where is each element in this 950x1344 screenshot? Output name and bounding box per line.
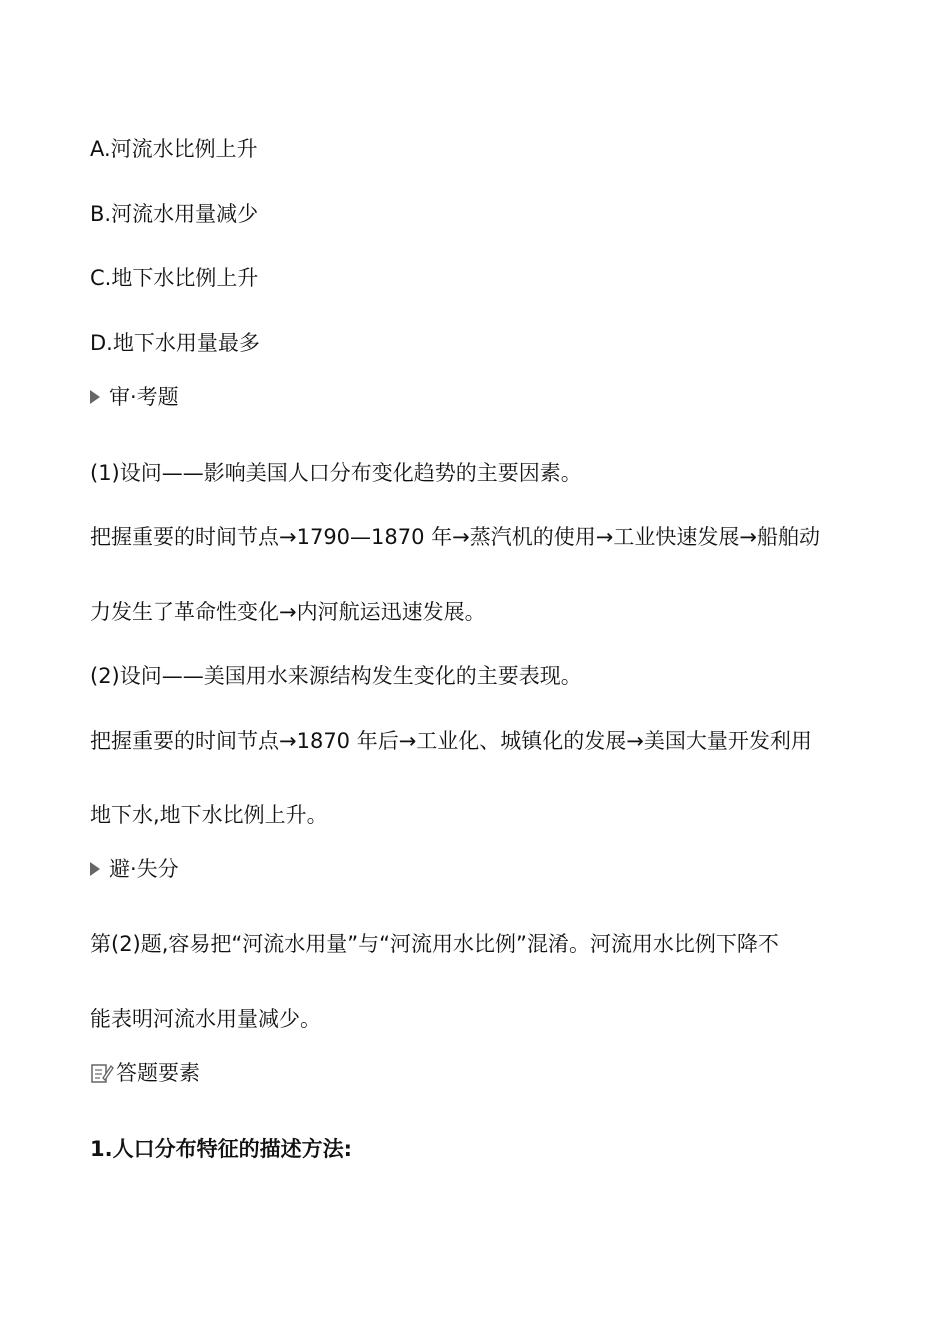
answer-elements-heading — [90, 1059, 200, 1087]
question-1-analysis-line-1: 把握重要的时间节点→1790—1870 年→蒸汽机的使用→工业快速发展→船舶动 — [90, 525, 820, 549]
option-d: D.地下水用量最多 — [90, 331, 260, 355]
avoid-heading-text: 避·失分 — [109, 857, 179, 881]
question-2-prompt: (2)设问——美国用水来源结构发生变化的主要表现。 — [90, 664, 582, 688]
avoid-section-heading — [90, 855, 179, 883]
avoid-note-line-2: 能表明河流水用量减少。 — [90, 1007, 321, 1031]
option-b: B.河流水用量减少 — [90, 202, 259, 226]
question-1-analysis-line-2: 力发生了革命性变化→内河航运迅速发展。 — [90, 600, 486, 624]
triangle-bullet-icon — [90, 390, 100, 404]
answer-element-item-1: 1.人口分布特征的描述方法: — [90, 1137, 352, 1161]
triangle-bullet-icon — [90, 862, 100, 876]
review-heading-text: 审·考题 — [109, 385, 179, 409]
option-a: A.河流水比例上升 — [90, 137, 258, 161]
avoid-note-line-1: 第(2)题,容易把“河流水用量”与“河流用水比例”混淆。河流用水比例下降不 — [90, 932, 779, 956]
notepad-pen-icon — [90, 1061, 114, 1085]
question-1-prompt: (1)设问——影响美国人口分布变化趋势的主要因素。 — [90, 461, 582, 485]
answer-elements-heading-text: 答题要素 — [116, 1061, 200, 1085]
review-section-heading — [90, 383, 179, 411]
option-c: C.地下水比例上升 — [90, 266, 259, 290]
question-2-analysis-line-1: 把握重要的时间节点→1870 年后→工业化、城镇化的发展→美国大量开发利用 — [90, 729, 812, 753]
question-2-analysis-line-2: 地下水,地下水比例上升。 — [90, 803, 328, 827]
